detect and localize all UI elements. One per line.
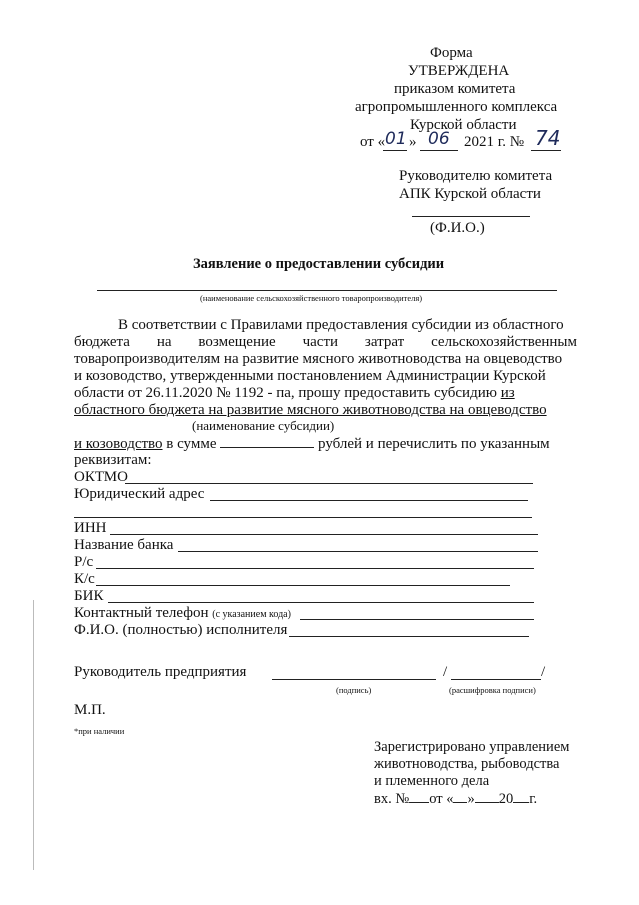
inn-line — [110, 534, 538, 535]
order-label: приказом комитета — [394, 81, 516, 97]
body-line-7 — [74, 435, 550, 453]
ks-label: К/с — [74, 571, 95, 587]
body-line-7-underlined: и козоводство — [74, 436, 163, 452]
body-line-8: реквизитам: — [74, 452, 152, 468]
approval-year: 2021 г. № — [464, 134, 525, 150]
ks-line — [96, 585, 510, 586]
signature-caption: (подпись) — [336, 685, 372, 695]
bik-label: БИК — [74, 588, 104, 604]
phone-row — [74, 605, 291, 622]
body-line-6: областного бюджета на развитие мясного животноводства на овцеводство — [74, 402, 547, 418]
body-line-2-wrap — [74, 334, 577, 351]
region-label: Курской области — [410, 117, 517, 133]
body-line-3: товаропроизводителям на развитие мясного животноводства на овцеводство — [74, 351, 563, 367]
body-line-5-text: области от 26.11.2020 № 1192 - па, прошу предоставить субсидию — [74, 385, 497, 401]
approval-month: 06 — [428, 129, 450, 149]
day-line — [383, 150, 407, 151]
oktmo-label: ОКТМО — [74, 469, 128, 485]
rs-line — [96, 568, 534, 569]
document-title: Заявление о предоставлении субсидии — [193, 256, 445, 272]
body-line-7-text-a: в сумме — [162, 436, 221, 452]
decode-line — [451, 679, 541, 680]
body-line-2: бюджета на возмещение части затрат сельскохозяйственным — [74, 334, 577, 350]
incoming-close: » — [467, 791, 475, 807]
body-line-5 — [74, 385, 515, 402]
registration-line-1: Зарегистрировано управлением — [374, 739, 570, 755]
legal-address-line-2 — [74, 517, 532, 518]
decode-caption: (расшифровка подписи) — [449, 685, 536, 695]
producer-caption: (наименование сельскохозяйственного товаропроизводителя) — [200, 293, 423, 303]
body-line-4: и козоводство, утвержденными постановлением Администрации Курской — [74, 368, 546, 384]
footnote: *при наличии — [74, 726, 125, 736]
executor-line — [289, 636, 529, 637]
amount-line — [220, 435, 314, 448]
producer-line — [97, 290, 557, 291]
bik-line — [108, 602, 534, 603]
approval-date-mid: » — [409, 134, 417, 150]
fio-line — [412, 216, 530, 217]
bank-name-label: Название банка — [74, 537, 174, 553]
rs-label: Р/с — [74, 554, 94, 570]
registration-line-3: и племенного дела — [374, 773, 490, 789]
phone-note: (с указанием кода) — [212, 609, 291, 620]
incoming-month-line — [475, 790, 499, 803]
scan-edge-line — [33, 600, 34, 870]
phone-label: Контактный телефон — [74, 605, 209, 621]
number-line — [531, 150, 561, 151]
slash-1: / — [443, 664, 448, 680]
approval-date-prefix: от « — [360, 134, 386, 150]
executor-label: Ф.И.О. (полностью) исполнителя — [74, 622, 288, 638]
slash-2: / — [541, 664, 546, 680]
fio-caption: (Ф.И.О.) — [430, 220, 485, 236]
head-label: Руководитель предприятия — [74, 664, 247, 680]
committee-label: агропромышленного комплекса — [355, 99, 558, 115]
signature-line — [272, 679, 436, 680]
stamp-label: М.П. — [74, 702, 106, 718]
month-line — [420, 150, 458, 151]
incoming-year-line — [513, 790, 529, 803]
phone-line — [300, 619, 534, 620]
addressee-line1: Руководителю комитета — [399, 168, 553, 184]
inn-label: ИНН — [74, 520, 107, 536]
body-line-7-text-b: рублей и перечислить по указанным — [314, 436, 550, 452]
oktmo-line — [125, 483, 533, 484]
addressee-line2: АПК Курской области — [399, 186, 541, 202]
registration-line-2: животноводства, рыбоводства — [374, 756, 560, 772]
approval-day: 01 — [385, 129, 407, 149]
incoming-number-line — [409, 790, 429, 803]
approval-number: 74 — [535, 126, 561, 150]
legal-address-line — [210, 500, 528, 501]
registration-incoming — [374, 790, 537, 808]
subsidy-caption: (наименование субсидии) — [192, 418, 335, 433]
incoming-label: вх. № — [374, 791, 410, 807]
legal-address-label: Юридический адрес — [74, 486, 205, 502]
incoming-from: от « — [429, 791, 454, 807]
bank-name-line — [178, 551, 538, 552]
incoming-g: г. — [529, 791, 538, 807]
body-line-1: В соответствии с Правилами предоставления субсидии из областного — [118, 317, 564, 333]
body-line-5-underlined: из — [500, 385, 515, 401]
incoming-year: 20 — [498, 791, 514, 807]
incoming-day-line — [453, 790, 467, 803]
approved-label: УТВЕРЖДЕНА — [408, 63, 510, 79]
form-label: Форма — [430, 45, 473, 61]
